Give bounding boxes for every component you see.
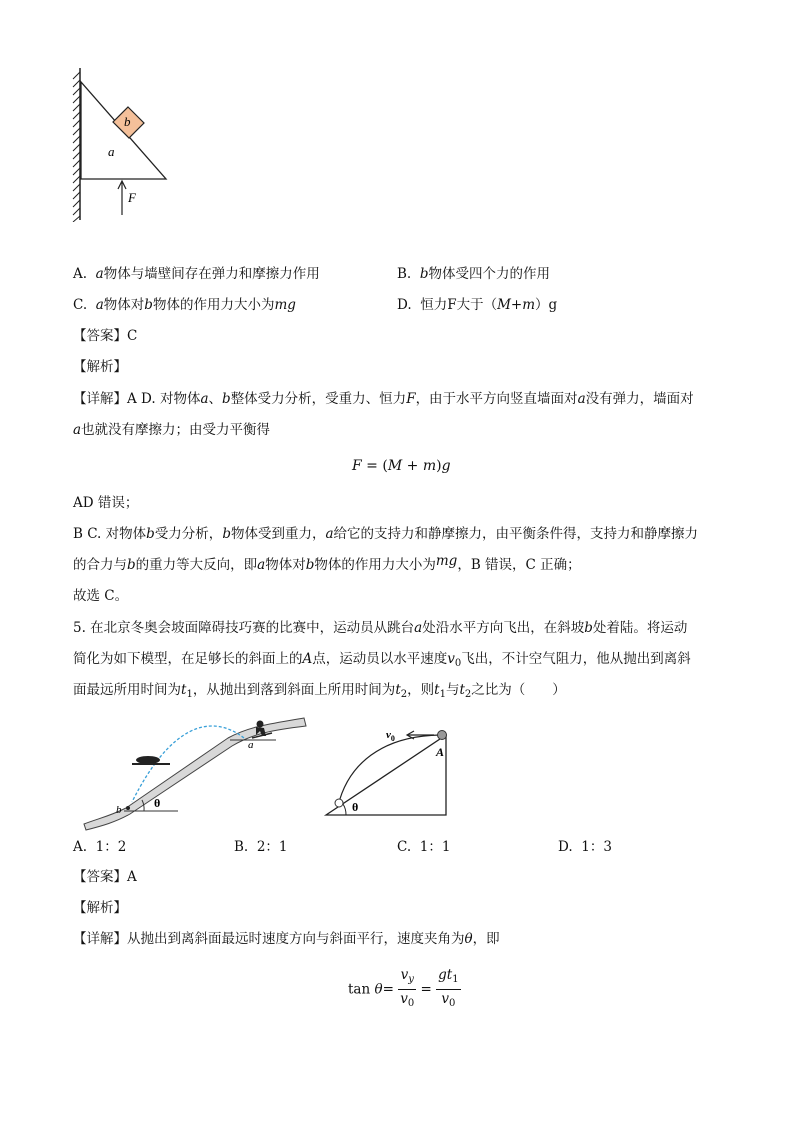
- label-F: F: [128, 190, 136, 205]
- var-mplusm: M+m: [497, 297, 536, 313]
- label-A: A: [436, 745, 445, 759]
- text: = (: [366, 458, 388, 474]
- var: a: [73, 422, 82, 438]
- q5-option-a[interactable]: [73, 837, 126, 857]
- var: mg: [435, 553, 458, 569]
- option-letter: A.: [73, 266, 88, 282]
- var: b: [222, 526, 231, 542]
- text: AD 错误；: [73, 495, 139, 511]
- text: ，由于水平方向竖直墙面对: [415, 391, 578, 407]
- option-text: 物体对: [103, 297, 145, 313]
- subscript: y: [408, 974, 414, 985]
- text: 面最远所用时间为: [73, 682, 181, 698]
- force-arrow-icon: [118, 181, 126, 215]
- q5-line-1: [73, 618, 687, 638]
- var: a: [414, 620, 423, 636]
- var: g: [441, 458, 451, 474]
- option-text: 物体与墙壁间存在弹力和摩擦力作用: [103, 266, 320, 282]
- subscript: 0: [449, 998, 456, 1009]
- text: 物体受到重力，: [230, 526, 326, 542]
- option-text: 1：2: [95, 839, 127, 855]
- text: 整体受力分析，受重力、恒力: [230, 391, 407, 407]
- text: ，则: [407, 682, 435, 698]
- q5-option-c[interactable]: [397, 837, 450, 857]
- label-a: a: [108, 144, 115, 159]
- answer-value: C: [127, 328, 138, 344]
- answer-value: A: [127, 869, 137, 885]
- subscript: 1: [452, 974, 459, 985]
- text: 没有弹力，墙面对: [585, 391, 694, 407]
- text: 故选 C。: [73, 588, 129, 604]
- text: 的合力与: [73, 557, 127, 573]
- var: F: [406, 391, 416, 407]
- detail-line-2: [73, 420, 270, 440]
- detail-line-1: [73, 389, 694, 409]
- text: B C. 对物体: [73, 526, 147, 542]
- subscript: 0: [407, 998, 415, 1009]
- analysis-tag: [73, 357, 127, 377]
- formula-tan-theta: [348, 966, 461, 1013]
- q5-analysis-tag: [73, 898, 127, 918]
- text: 处着陆。将运动: [592, 620, 688, 636]
- answer-line: [73, 326, 137, 346]
- option-text: 1：1: [419, 839, 451, 855]
- text: 物体对: [265, 557, 306, 573]
- var-b: b: [144, 297, 153, 313]
- text: 受力分析，: [154, 526, 223, 542]
- detail-line-3: [73, 524, 698, 544]
- option-letter: B.: [234, 839, 249, 855]
- answer-tag: 【答案】: [73, 869, 127, 885]
- text: =: [382, 981, 394, 998]
- var: M: [387, 458, 403, 474]
- text: 、: [208, 391, 223, 407]
- var: t: [434, 682, 440, 698]
- var: θ: [374, 981, 383, 998]
- subscript: 1: [439, 689, 446, 700]
- wall-hatching: [73, 68, 80, 222]
- var: b: [584, 620, 593, 636]
- var: t: [395, 682, 401, 698]
- var: v: [400, 991, 408, 1007]
- var: t: [181, 682, 187, 698]
- option-letter: A.: [73, 839, 88, 855]
- text: 的重力等大反向，即: [135, 557, 258, 573]
- subscript: 0: [454, 658, 462, 669]
- option-c[interactable]: [73, 295, 296, 315]
- ball-end: [335, 799, 343, 807]
- var-mg: mg: [274, 297, 296, 313]
- var: a: [200, 391, 209, 407]
- wedge-block-figure: [60, 62, 180, 222]
- subscript: 2: [464, 689, 472, 700]
- var: b: [305, 557, 315, 573]
- var: v: [441, 991, 449, 1007]
- formula-force: [352, 456, 451, 476]
- option-text: 2：1: [256, 839, 288, 855]
- point-b-dot: [126, 806, 130, 810]
- option-letter: D.: [558, 839, 573, 855]
- q5-line-2: [73, 649, 691, 674]
- q5-option-d[interactable]: [558, 837, 612, 857]
- text: 简化为如下模型，在足够长的斜面上的: [73, 651, 303, 667]
- text: 物体的作用力大小为: [314, 557, 436, 573]
- var-a: a: [95, 266, 104, 282]
- theta-arc: [343, 804, 346, 815]
- var: a: [325, 526, 334, 542]
- incline-model-figure: [322, 724, 452, 820]
- choose-line: [73, 586, 128, 606]
- var: a: [577, 391, 586, 407]
- detail-line-4: [73, 555, 581, 575]
- incline-triangle: [326, 735, 446, 815]
- answer-tag: 【答案】: [73, 328, 127, 344]
- label-theta: θ: [352, 800, 359, 814]
- projectile-curve: [338, 735, 440, 806]
- fraction-vy-v0: [398, 966, 416, 1013]
- option-text: 物体受四个力的作用: [428, 266, 550, 282]
- var: m: [422, 458, 437, 474]
- q5-option-b[interactable]: [234, 837, 288, 857]
- landing-skier-icon: [132, 756, 170, 764]
- option-text: ）g: [535, 297, 558, 313]
- analysis-label: 【解析】: [73, 359, 127, 375]
- subscript: 2: [400, 689, 408, 700]
- text: 5. 在北京冬奥会坡面障碍技巧赛的比赛中，运动员从跳台: [73, 620, 415, 636]
- label-b: b: [116, 804, 122, 816]
- var: a: [257, 557, 266, 573]
- var: v: [447, 651, 455, 667]
- option-letter: C.: [73, 297, 88, 313]
- text: 点，运动员以水平速度: [312, 651, 448, 667]
- text: =: [420, 981, 432, 998]
- ad-wrong: [73, 493, 138, 513]
- var: b: [222, 391, 231, 407]
- var: v: [400, 967, 409, 983]
- var: b: [146, 526, 155, 542]
- label-a: a: [248, 739, 254, 751]
- option-letter: B.: [397, 266, 412, 282]
- var-b: b: [419, 266, 429, 282]
- option-b[interactable]: [397, 264, 550, 284]
- slope-skier-figure: [80, 716, 310, 832]
- text: 处沿水平方向飞出，在斜坡: [422, 620, 585, 636]
- text: 也就没有摩擦力；由受力平衡得: [81, 422, 271, 438]
- text: ，B 错误，C 正确；: [457, 557, 581, 573]
- q5-detail-line: [73, 929, 500, 949]
- text: 飞出，不计空气阻力，他从抛出到离斜: [461, 651, 691, 667]
- option-text: 恒力F大于（: [420, 297, 498, 313]
- detail-tag: 【详解】: [73, 931, 127, 947]
- text: tan: [348, 981, 371, 998]
- option-text: 1：3: [581, 839, 612, 855]
- text: ): [436, 458, 442, 474]
- text: A D. 对物体: [127, 391, 201, 407]
- label-theta: θ: [154, 796, 161, 810]
- velocity-arrow-icon: [407, 731, 434, 739]
- var: gt: [438, 967, 453, 983]
- q5-line-3: [73, 680, 566, 705]
- text: ，即: [472, 931, 500, 947]
- var: A: [302, 651, 313, 667]
- option-letter: C.: [397, 839, 412, 855]
- text: ，从抛出到落到斜面上所用时间为: [192, 682, 396, 698]
- q5-answer-line: [73, 867, 137, 887]
- var-a: a: [95, 297, 104, 313]
- label-b: b: [124, 114, 131, 129]
- text: +: [402, 458, 423, 474]
- fraction-gt1-v0: [436, 966, 460, 1013]
- subscript: 1: [186, 689, 193, 700]
- text: 给它的支持力和静摩擦力，由平衡条件得，支持力和静摩擦力: [333, 526, 699, 542]
- text: 之比为（ ）: [471, 682, 566, 698]
- ball-start: [438, 731, 447, 740]
- option-a[interactable]: [73, 264, 320, 284]
- detail-tag: 【详解】: [73, 391, 127, 407]
- var: θ: [464, 931, 473, 947]
- analysis-label: 【解析】: [73, 900, 127, 916]
- label-v0: $v_0$: [386, 729, 395, 743]
- option-letter: D.: [397, 297, 412, 313]
- var: t: [459, 682, 465, 698]
- text: 从抛出到离斜面最远时速度方向与斜面平行，速度夹角为: [127, 931, 465, 947]
- text: 与: [445, 682, 460, 698]
- var: b: [127, 557, 136, 573]
- var: F: [352, 458, 362, 474]
- option-d[interactable]: [397, 295, 557, 315]
- option-text: 物体的作用力大小为: [152, 297, 275, 313]
